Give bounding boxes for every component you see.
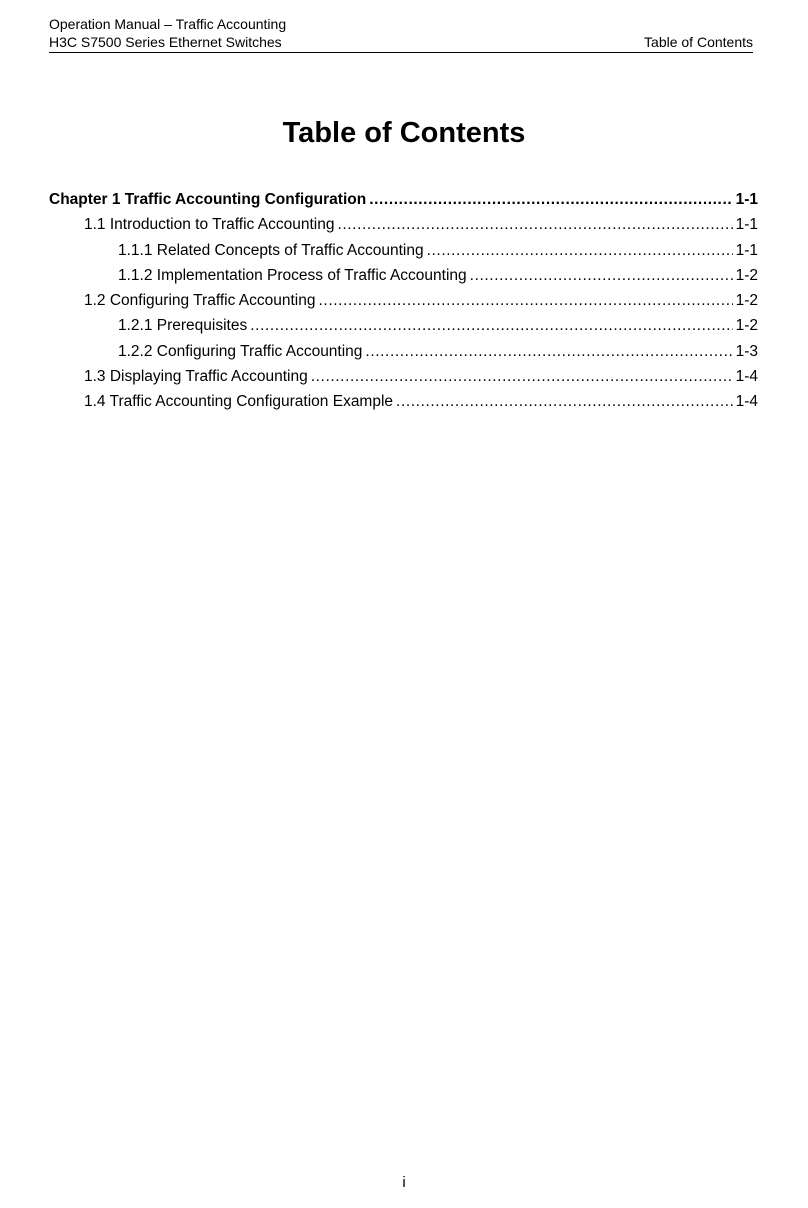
toc-entry-page: 1-3 (735, 342, 758, 360)
toc-dot-leader (369, 187, 732, 212)
toc-entry-title: 1.2 Configuring Traffic Accounting (84, 292, 316, 310)
toc-entry-page: 1-2 (735, 292, 758, 310)
toc-dot-leader (337, 212, 732, 237)
toc-entry-page: 1-4 (735, 393, 758, 411)
toc-entry[interactable] (49, 263, 758, 288)
toc-entry-title: 1.1 Introduction to Traffic Accounting (84, 216, 335, 234)
table-of-contents (49, 187, 758, 415)
toc-entry-title: 1.4 Traffic Accounting Configuration Example (84, 393, 394, 411)
toc-entry[interactable] (49, 339, 758, 364)
toc-entry-page: 1-1 (735, 216, 758, 234)
toc-entry-title: 1.2.1 Prerequisites (118, 317, 248, 335)
toc-dot-leader (427, 238, 733, 263)
page-footer (0, 1173, 808, 1193)
section-name: Table of Contents (644, 34, 753, 50)
toc-entry-page: 1-4 (735, 368, 758, 386)
toc-entry-page: 1-1 (735, 191, 758, 208)
page-header (49, 15, 753, 53)
toc-entry-page: 1-2 (735, 266, 758, 284)
toc-entry[interactable] (49, 364, 758, 389)
toc-dot-leader (396, 389, 733, 414)
toc-entry-title: 1.1.1 Related Concepts of Traffic Accounting (118, 241, 424, 259)
toc-entry-title: 1.1.2 Implementation Process of Traffic Accounting (118, 266, 467, 284)
toc-entry[interactable] (49, 238, 758, 263)
toc-dot-leader (470, 263, 733, 288)
header-line-2 (49, 33, 753, 51)
toc-entry-title: Chapter 1 Traffic Accounting Configuration (49, 191, 367, 208)
toc-entry[interactable] (49, 212, 758, 237)
toc-dot-leader (319, 288, 733, 313)
toc-entry[interactable] (49, 389, 758, 414)
toc-dot-leader (250, 313, 732, 338)
toc-entry[interactable] (49, 187, 758, 212)
toc-entry[interactable] (49, 288, 758, 313)
toc-entry-page: 1-2 (735, 317, 758, 335)
page-title: Table of Contents (282, 117, 526, 149)
toc-entry-page: 1-1 (735, 241, 758, 259)
toc-entry-title: 1.2.2 Configuring Traffic Accounting (118, 342, 363, 360)
header-line-1 (49, 15, 753, 33)
page-number: i (402, 1174, 406, 1191)
manual-title: Operation Manual – Traffic Accounting (49, 16, 287, 32)
toc-entry[interactable] (49, 313, 758, 338)
toc-entry-title: 1.3 Displaying Traffic Accounting (84, 368, 308, 386)
toc-dot-leader (365, 339, 732, 364)
product-name: H3C S7500 Series Ethernet Switches (49, 34, 282, 50)
toc-dot-leader (311, 364, 733, 389)
